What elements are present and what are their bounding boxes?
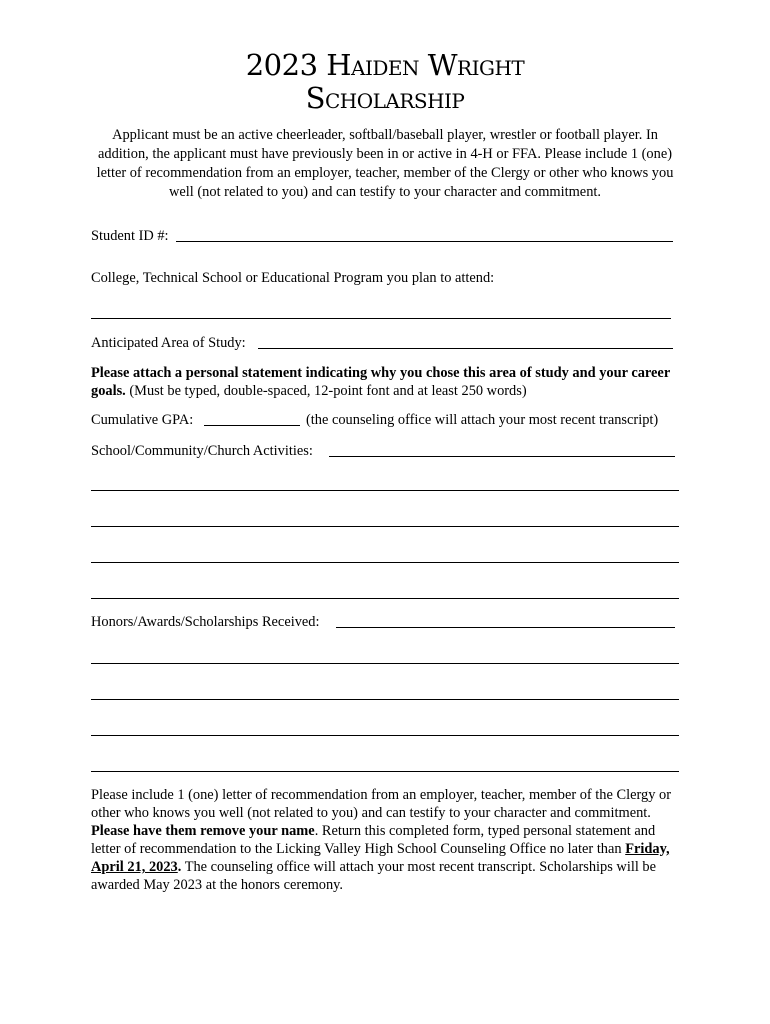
activities-field-inline[interactable]	[329, 456, 675, 457]
intro-paragraph: Applicant must be an active cheerleader, softball/baseball player, wrestler or football player. In addition, the applicant must have previously been in or active in 4-H or FFA. Please include 1 (one) letter of recommendation from an employer, teacher, member of the Clergy or other who knows you well (not related to you) and can testify to your character and commitment.	[96, 127, 674, 200]
personal-statement-instruction	[91, 364, 681, 400]
college-field[interactable]	[91, 318, 671, 319]
area-of-study-field[interactable]	[258, 348, 673, 349]
honors-line-3[interactable]	[91, 735, 679, 736]
activities-label: School/Community/Church Activities:	[91, 443, 313, 459]
title-line-1: 2023 Haiden Wright	[245, 48, 525, 82]
title-line-2: Scholarship	[305, 81, 465, 115]
closing-text-3: The counseling office will attach your most recent transcript. Scholarships will be awarded May 2023 at the honors ceremony.	[91, 859, 656, 893]
student-id-row	[91, 227, 169, 245]
remove-name-note: Please have them remove your name	[91, 823, 315, 839]
gpa-row	[91, 411, 193, 429]
deadline-period: .	[177, 859, 182, 875]
closing-paragraph	[91, 786, 681, 894]
gpa-note: (the counseling office will attach your most recent transcript)	[306, 412, 659, 428]
gpa-field[interactable]	[204, 425, 300, 426]
honors-line-1[interactable]	[91, 663, 679, 664]
closing-text-1: Please include 1 (one) letter of recommendation from an employer, teacher, member of the Clergy or other who knows you well (not related to you) and can testify to your character and commitment.	[91, 787, 671, 821]
activities-line-4[interactable]	[91, 598, 679, 599]
honors-line-2[interactable]	[91, 699, 679, 700]
personal-statement-bold: Please attach a personal statement indicating why you chose this area of study and your career goals.	[91, 365, 670, 399]
student-id-label: Student ID #:	[91, 228, 169, 244]
honors-label: Honors/Awards/Scholarships Received:	[91, 614, 320, 630]
gpa-label: Cumulative GPA:	[91, 412, 194, 428]
deadline-date: Friday, April 21, 2023	[91, 841, 670, 875]
activities-line-3[interactable]	[91, 562, 679, 563]
activities-line-1[interactable]	[91, 490, 679, 491]
personal-statement-note: (Must be typed, double-spaced, 12-point font and at least 250 words)	[125, 383, 527, 399]
activities-line-2[interactable]	[91, 526, 679, 527]
student-id-field[interactable]	[176, 241, 673, 242]
area-of-study-label: Anticipated Area of Study:	[91, 335, 246, 351]
closing-text-2: . Return this completed form, typed personal statement and letter of recommendation to the Licking Valley High School Counseling Office no later than	[91, 823, 656, 857]
college-label: College, Technical School or Educational Program you plan to attend:	[91, 270, 495, 286]
honors-line-4[interactable]	[91, 771, 679, 772]
honors-field-inline[interactable]	[336, 627, 675, 628]
